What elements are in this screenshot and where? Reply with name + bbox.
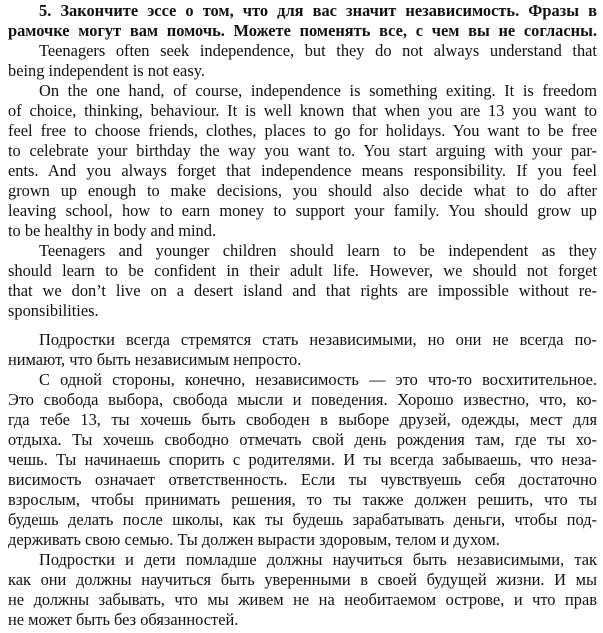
text-line: feel free to choose friends, clothes, places to go for holidays. You want to be free xyxy=(8,121,597,140)
russian-paragraph-2 xyxy=(8,370,597,550)
exercise-title xyxy=(8,1,597,41)
text-line: grown up enough to make decisions, you should also decide what to do after xyxy=(8,181,597,200)
text-line: Подростки и дети помладше должны научиться быть независимыми, так xyxy=(39,550,597,569)
text-line: как они должны научиться быть уверенными в своей будущей жизни. И мы xyxy=(8,570,597,589)
text-line: Это свобода выбора, свобода мысли и поведения. Хорошо известно, что, ко- xyxy=(8,390,597,409)
text-line: leaving school, how to earn money to support your family. You should grow up xyxy=(8,201,597,220)
title-line: 5. Закончите эссе о том, что для вас значит независимость. Фразы в xyxy=(39,1,597,20)
text-line: будешь делать после школы, как ты будешь зарабатывать деньги, чтобы под- xyxy=(8,510,597,529)
text-line: Подростки всегда стремятся стать независимыми, но они не всегда по- xyxy=(39,330,597,349)
text-line: ents. And you always forget that independence means responsibility. If you feel xyxy=(8,161,597,180)
text-line: should learn to be confident in their adult life. However, we should not forget xyxy=(8,261,597,280)
text-line: держивать свою семью. Ты должен вырасти здоровым, телом и духом. xyxy=(8,530,500,549)
title-line: рамочке могут вам помочь. Можете поменять все, с чем вы не согласны. xyxy=(8,21,597,40)
english-paragraph-1 xyxy=(8,41,597,81)
text-line: to be healthy in body and mind. xyxy=(8,221,217,240)
russian-paragraph-1 xyxy=(8,330,597,370)
text-line: On the one hand, of course, independence is something exiting. It is freedom xyxy=(39,81,597,100)
english-essay xyxy=(8,1,597,321)
text-line: взрослым, чтобы принимать решения, то ты также должен решить, что ты xyxy=(8,490,597,509)
text-line: гда тебе 13, ты хочешь быть свободен в выборе друзей, одежды, мест для xyxy=(8,410,597,429)
text-line: С одной стороны, конечно, независимость — это что-то восхитительное. xyxy=(39,370,597,389)
text-line: being independent is not easy. xyxy=(8,61,205,80)
text-line: висимость означает ответственность. Если ты чувствуешь себя достаточно xyxy=(8,470,597,489)
text-line: of choice, thinking, behaviour. It is well known that when you are 13 you want to xyxy=(8,101,597,120)
text-line: to celebrate your birthday the way you want to. You start arguing with your par- xyxy=(8,141,597,160)
text-line: нимают, что быть независимым непросто. xyxy=(8,350,302,369)
text-line: Teenagers and younger children should learn to be independent as they xyxy=(39,241,597,260)
text-line: отдыха. Ты хочешь свободно отмечать свой день рождения там, где ты хо- xyxy=(8,430,597,449)
russian-translation xyxy=(8,330,597,630)
english-paragraph-3 xyxy=(8,241,597,321)
text-line: that we don’t live on a desert island and that rights are impossible without re- xyxy=(8,281,597,300)
russian-paragraph-3 xyxy=(8,550,597,630)
text-line: не должны забывать, что мы живем не на необитаемом острове, и что прав xyxy=(8,590,597,609)
text-line: Teenagers often seek independence, but they do not always understand that xyxy=(39,41,597,60)
text-line: не может быть без обязанностей. xyxy=(8,610,239,629)
text-line: sponsibilities. xyxy=(8,301,99,320)
text-line: чешь. Ты начинаешь спорить с родителями. И ты всегда забываешь, что неза- xyxy=(8,450,597,469)
english-paragraph-2 xyxy=(8,81,597,241)
